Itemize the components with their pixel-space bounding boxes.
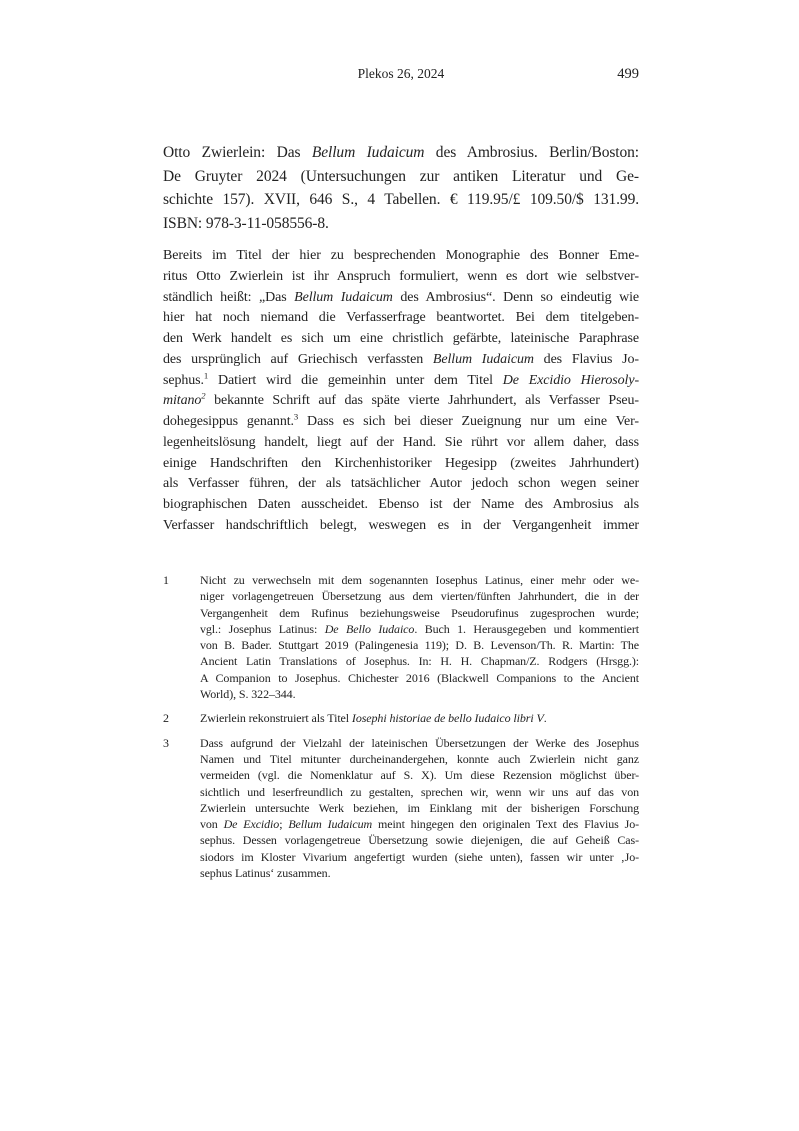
text-run: De Bello Iudaico — [324, 621, 415, 636]
text-run: einige Handschriften den Kirchenhistoriker Hegesipp (zweites Jahrhundert) — [163, 455, 639, 471]
text-run: Namen und Titel mitunter durcheinandergehen, konnte auch Zwierlein nicht ganz — [200, 751, 639, 766]
text-line — [200, 800, 639, 816]
review-body-paragraph — [163, 246, 639, 537]
text-run: schichte 157). XVII, 646 S., 4 Tabellen. € 119.95/£ 109.50/$ 131.99. — [163, 191, 639, 209]
book-title-block — [163, 141, 639, 235]
text-line — [163, 246, 639, 267]
text-run: Dass aufgrund der Vielzahl der lateinischen Übersetzungen der Werke des Josephus — [200, 735, 639, 750]
footnote-ref: 3 — [293, 412, 299, 422]
text-run: World), S. 322–344. — [200, 687, 296, 702]
footnote-number: 3 — [163, 735, 169, 750]
text-run: des Ambrosius“. Denn so eindeutig wie — [392, 289, 639, 305]
text-run: von — [200, 817, 224, 832]
text-line — [200, 735, 639, 751]
text-run: ; — [279, 817, 289, 832]
text-run: legenheitslösung handelt, liegt auf der Hand. Sie rührt vor allem daher, dass — [163, 434, 639, 450]
text-run: als Verfasser führen, der als tatsächlicher Autor jedoch schon wegen seiner — [163, 476, 639, 492]
footnote-text — [200, 735, 639, 882]
text-run: Iosephi historiae de bello Iudaico libri V — [351, 711, 544, 726]
text-run: Bellum Iudaicum — [311, 144, 425, 161]
text-run: . Buch 1. Herausgegeben und kommentiert — [414, 621, 639, 636]
footnote-ref: 2 — [201, 391, 206, 401]
text-line — [200, 767, 639, 783]
text-run: De Excidio — [223, 817, 280, 832]
text-run: De Excidio Hierosoly- — [502, 372, 639, 388]
text-run: Nicht zu verwechseln mit dem sogenannten Iosephus Latinus, einer mehr oder we- — [200, 573, 639, 587]
text-run: ritus Otto Zwierlein ist ihr Anspruch formuliert, wenn es dort wie selbstver- — [163, 268, 639, 284]
text-line — [200, 637, 639, 653]
text-run: Zwierlein untersuchte Werk beziehen, im Einklang mit der bisherigen Forschung — [200, 800, 639, 815]
text-line — [163, 141, 639, 165]
text-line — [163, 371, 639, 392]
text-line — [200, 710, 639, 726]
footnote — [163, 735, 639, 882]
text-line — [200, 784, 639, 800]
text-line — [200, 816, 639, 832]
text-run: des Flavius Jo- — [533, 351, 639, 367]
text-line — [163, 495, 639, 516]
text-line — [200, 832, 639, 848]
text-run: A Companion to Josephus. Chichester 2016 (Blackwell Companions to the Ancient — [200, 670, 639, 685]
footnote-number: 1 — [163, 573, 169, 587]
text-run: De Gruyter 2024 (Untersuchungen zur antiken Literatur und Ge- — [163, 167, 639, 185]
text-run: Ancient Latin Translations of Josephus. In: H. H. Chapman/Z. Rodgers (Hrsgg.): — [200, 654, 639, 669]
text-run: Bellum Iudaicum — [288, 817, 373, 832]
text-run: ISBN: 978-3-11-058556-8. — [163, 214, 329, 232]
text-line — [200, 621, 639, 637]
text-line — [163, 308, 639, 329]
text-run: Bereits im Titel der hier zu besprechenden Monographie des Bonner Eme- — [163, 248, 639, 263]
page-number: 499 — [617, 66, 639, 82]
text-run: siodors im Kloster Vivarium angefertigt wurden (siehe unten), fassen wir unter ‚Jo- — [200, 849, 639, 864]
text-line — [200, 865, 639, 881]
text-line — [163, 212, 639, 236]
text-line — [163, 329, 639, 350]
text-line — [200, 849, 639, 865]
text-run: des ursprünglich auf Griechisch verfassten — [163, 351, 433, 367]
text-line — [200, 653, 639, 669]
text-line — [163, 350, 639, 371]
text-run: Otto Zwierlein: Das — [163, 144, 312, 161]
text-line — [163, 267, 639, 288]
text-line — [163, 412, 639, 433]
text-line — [200, 670, 639, 686]
text-run: mitano — [163, 393, 202, 409]
text-run: biographischen Daten ausscheidet. Ebenso ist der Name des Ambrosius als — [163, 497, 639, 512]
text-line — [163, 288, 639, 309]
text-run: von B. Bader. Stuttgart 2019 (Palingenesia 119); D. B. Levenson/Th. R. Martin: The — [200, 638, 639, 653]
footnote-ref: 1 — [203, 370, 209, 380]
text-line — [200, 588, 639, 604]
text-line — [163, 454, 639, 475]
text-run: hier hat noch niemand die Verfasserfrage beantwortet. Bei dem titelgeben- — [163, 310, 639, 326]
text-run: Dass es sich bei dieser Zueignung nur um eine Ver- — [298, 414, 639, 429]
text-line — [200, 605, 639, 621]
text-run: Bellum Iudaicum — [432, 351, 534, 367]
text-run: niger vorlagengetreuen Übersetzung aus dem vierten/fünften Jahrhundert, die in der — [200, 589, 639, 604]
text-run: den Werk handelt es sich um eine christlich gefärbte, lateinische Paraphrase — [163, 331, 639, 346]
text-run: Bellum Iudaicum — [294, 289, 393, 305]
running-header — [163, 64, 639, 84]
text-run: Datiert wird die gemeinhin unter dem Titel — [208, 372, 503, 388]
text-run: Vergangenheit dem Rufinus beziehungsweise Pseudorufinus zugesprochen wurde; — [200, 605, 639, 620]
footnote-text — [200, 572, 639, 702]
text-run: . — [543, 711, 547, 726]
text-run: sephus Latinus‘ zusammen. — [200, 866, 331, 881]
text-run: dohegesippus genannt. — [163, 414, 294, 429]
text-run: sephus. Dessen vorlagengetreue Übersetzung sowie diejenigen, die auf Geheiß Cas- — [200, 833, 639, 848]
text-line — [163, 474, 639, 495]
text-run: Zwierlein rekonstruiert als Titel — [200, 711, 352, 726]
text-run: vgl.: Josephus Latinus: — [200, 621, 325, 636]
text-line — [163, 188, 639, 212]
text-line — [200, 751, 639, 767]
text-line — [200, 686, 639, 702]
journal-title: Plekos 26, 2024 — [357, 66, 445, 81]
text-run: vermeiden (vgl. die Nomenklatur auf S. X). Um diese Rezension möglichst über- — [200, 768, 639, 783]
text-line — [163, 165, 639, 189]
footnote-number: 2 — [163, 711, 169, 726]
text-run: sephus. — [163, 372, 204, 388]
footnotes-section — [163, 572, 639, 889]
text-run: bekannte Schrift auf das späte vierte Jahrhundert, als Verfasser Pseu- — [205, 393, 639, 409]
footnote — [163, 710, 639, 726]
text-run: Verfasser handschriftlich belegt, weswegen es in der Vergangenheit immer — [163, 517, 639, 533]
footnote-text — [200, 710, 639, 726]
text-run: meint hingegen den originalen Text des Flavius Jo- — [372, 817, 639, 832]
text-run: des Ambrosius. Berlin/Boston: — [424, 144, 639, 161]
text-run: ständlich heißt: „Das — [163, 289, 295, 305]
footnote — [163, 572, 639, 702]
text-line — [200, 572, 639, 588]
text-line — [163, 516, 639, 537]
text-run: sichtlich und leserfreundlich zu gestalten, sprechen wir, wenn wir uns auf das von — [200, 784, 639, 799]
text-line — [163, 433, 639, 454]
text-line — [163, 391, 639, 412]
